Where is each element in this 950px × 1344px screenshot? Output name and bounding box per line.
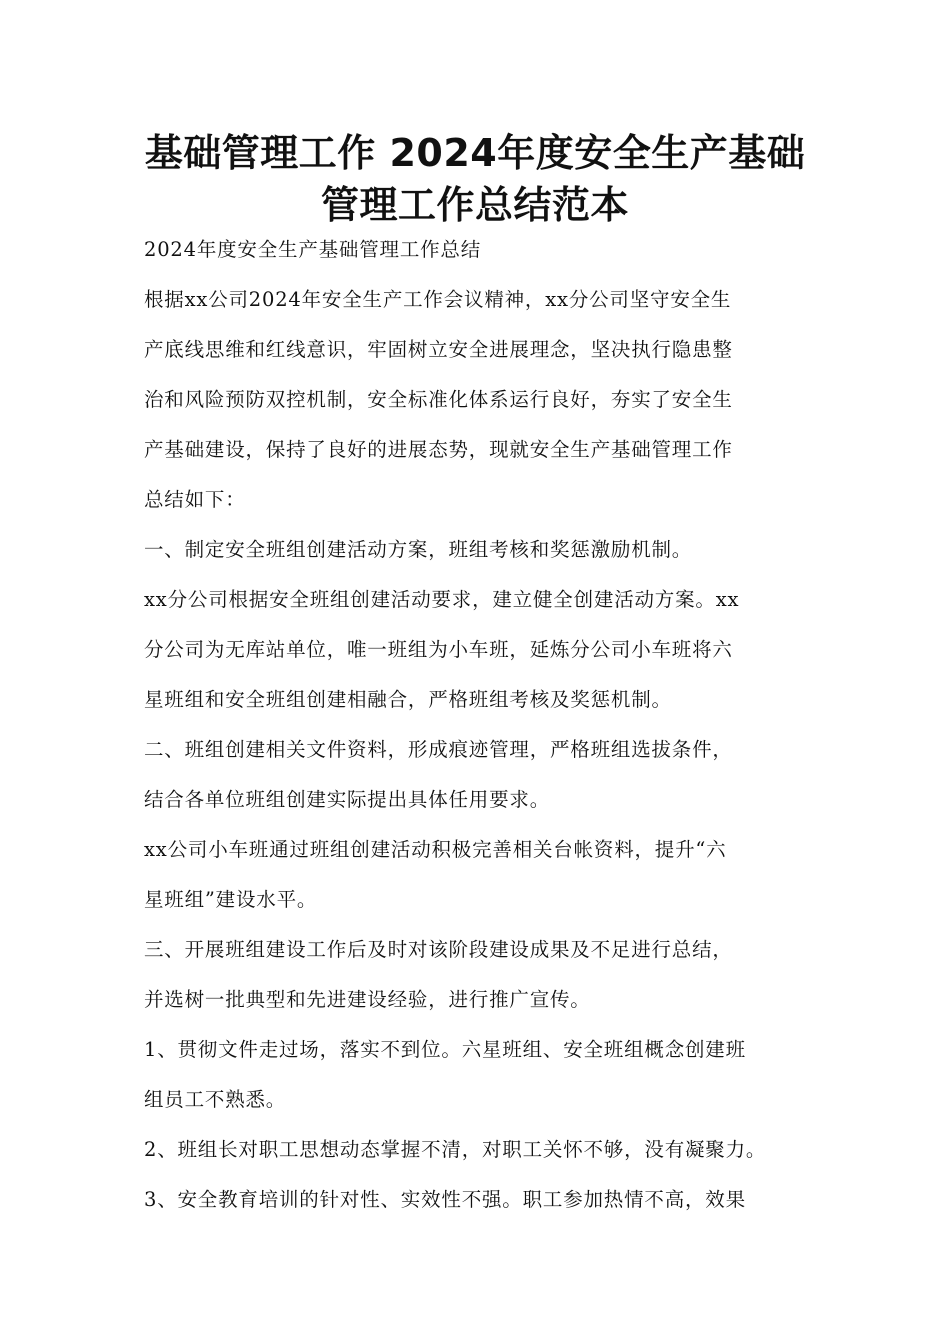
body-line: 2024年度安全生产基础管理工作总结	[144, 238, 482, 261]
body-line: 总结如下：	[144, 488, 246, 511]
body-line: 产基础建设，保持了良好的进展态势，现就安全生产基础管理工作	[144, 438, 733, 461]
body-line: 分公司为无库站单位，唯一班组为小车班，延炼分公司小车班将六	[144, 638, 733, 661]
body-line: 组员工不熟悉。	[144, 1088, 287, 1111]
body-line: 并选树一批典型和先进建设经验，进行推广宣传。	[144, 988, 591, 1011]
body-line: 治和风险预防双控机制，安全标准化体系运行良好，夯实了安全生	[144, 388, 733, 411]
document-title-line-2: 管理工作总结范本	[320, 183, 629, 227]
body-line: 星班组”建设水平。	[144, 888, 318, 911]
body-line: 结合各单位班组创建实际提出具体任用要求。	[144, 788, 551, 811]
body-line: xx分公司根据安全班组创建活动要求，建立健全创建活动方案。xx	[144, 588, 740, 611]
body-line: 根据xx公司2024年安全生产工作会议精神，xx分公司坚守安全生	[144, 288, 732, 311]
body-line: xx公司小车班通过班组创建活动积极完善相关台帐资料，提升“六	[144, 838, 727, 861]
list-item: 2、班组长对职工思想动态掌握不清，对职工关怀不够，没有凝聚力。	[144, 1138, 767, 1161]
document-title-line-1: 基础管理工作 2024年度安全生产基础	[144, 131, 806, 175]
list-item: 3、安全教育培训的针对性、实效性不强。职工参加热情不高，效果	[144, 1188, 746, 1211]
body-line: 产底线思维和红线意识，牢固树立安全进展理念，坚决执行隐患整	[144, 338, 733, 361]
section-heading: 二、班组创建相关文件资料，形成痕迹管理，严格班组选拔条件，	[144, 738, 733, 761]
section-heading: 三、开展班组建设工作后及时对该阶段建设成果及不足进行总结，	[144, 938, 733, 961]
list-item: 1、贯彻文件走过场，落实不到位。六星班组、安全班组概念创建班	[144, 1038, 746, 1061]
section-heading: 一、制定安全班组创建活动方案，班组考核和奖惩激励机制。	[144, 538, 693, 561]
body-line: 星班组和安全班组创建相融合，严格班组考核及奖惩机制。	[144, 688, 672, 711]
